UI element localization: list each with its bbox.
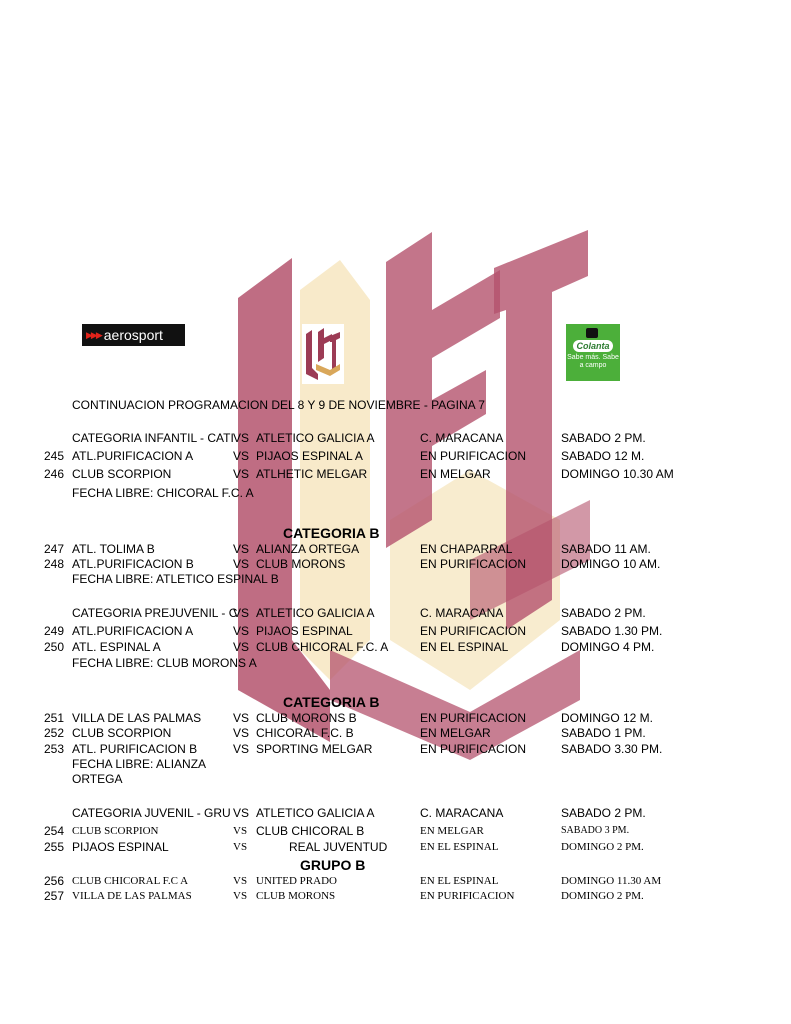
away-team: CLUB CHICORAL B [256, 824, 365, 838]
match-number: 255 [43, 840, 64, 854]
page-title: CONTINUACION PROGRAMACION DEL 8 Y 9 DE NOVIEMBRE - PAGINA 7 [72, 398, 485, 412]
home-team: ATL.PURIFICACION B [72, 557, 194, 571]
match-time: SABADO 1.30 PM. [561, 624, 663, 638]
venue: EN PURIFICACION [420, 557, 527, 571]
away-team: CLUB MORONS [256, 557, 346, 571]
away-team: ATLHETIC MELGAR [256, 467, 368, 481]
home-team: ATL. ESPINAL A [72, 640, 161, 654]
venue: EN CHAPARRAL [420, 542, 513, 556]
vs-label: VS [233, 742, 250, 756]
venue: EN PURIFICACION [420, 890, 515, 902]
category-label: CATEGORIA INFANTIL - CATI [72, 431, 234, 445]
away-team: CHICORAL F.C. B [256, 726, 354, 740]
free-date-note: FECHA LIBRE: CHICORAL F.C. A [72, 486, 254, 500]
section-heading: CATEGORIA B [283, 525, 380, 541]
away-team: CLUB MORONS B [256, 711, 357, 725]
match-number: 247 [43, 542, 64, 556]
vs-label: VS [233, 711, 250, 725]
match-time: SABADO 11 AM. [561, 542, 651, 556]
away-team: CLUB CHICORAL F.C. A [256, 640, 389, 654]
match-number: 248 [43, 557, 64, 571]
match-number: 256 [43, 874, 64, 888]
away-team: PIJAOS ESPINAL [256, 624, 353, 638]
match-number: 246 [43, 467, 64, 481]
venue: EN PURIFICACION [420, 624, 527, 638]
aerosport-logo: ▶▶▶ aerosport [82, 324, 185, 346]
free-date-note-continued: ORTEGA [72, 772, 123, 786]
vs-label: VS [233, 624, 250, 638]
venue: EN EL ESPINAL [420, 640, 509, 654]
match-time: SABADO 12 M. [561, 449, 645, 463]
away-team: ALIANZA ORTEGA [256, 542, 360, 556]
free-date-note: FECHA LIBRE: CLUB MORONS A [72, 656, 257, 670]
category-label: CATEGORIA JUVENIL - GRU [72, 806, 231, 820]
category-label: CATEGORIA PREJUVENIL - C [72, 606, 238, 620]
home-team: VILLA DE LAS PALMAS [72, 890, 192, 902]
match-number: 252 [43, 726, 64, 740]
match-number: 253 [43, 742, 64, 756]
fast-forward-icon: ▶▶▶ [86, 330, 101, 340]
home-team: ATL.PURIFICACION A [72, 449, 194, 463]
venue: EN EL ESPINAL [420, 841, 499, 853]
vs-label: VS [233, 890, 248, 902]
match-time: SABADO 2 PM. [561, 606, 646, 620]
lft-logo [302, 324, 344, 384]
match-time: SABADO 1 PM. [561, 726, 646, 740]
match-time: DOMINGO 10 AM. [561, 557, 661, 571]
colanta-logo: Colanta Sabe más. Sabe a campo [566, 324, 620, 381]
match-number: 251 [43, 711, 64, 725]
section-heading: CATEGORIA B [283, 694, 380, 710]
match-time: DOMINGO 10.30 AM [561, 467, 674, 481]
vs-label: VS [233, 606, 250, 620]
away-team: ATLETICO GALICIA A [256, 806, 375, 820]
section-heading: GRUPO B [300, 857, 366, 873]
home-team: CLUB SCORPION [72, 726, 172, 740]
free-date-note: FECHA LIBRE: ALIANZA [72, 757, 207, 771]
venue: EN EL ESPINAL [420, 875, 499, 887]
match-time: SABADO 3 PM. [561, 825, 630, 836]
vs-label: VS [233, 726, 250, 740]
match-time: DOMINGO 11.30 AM [561, 875, 662, 887]
home-team: ATL. PURIFICACION B [72, 742, 198, 756]
vs-label: VS [233, 875, 248, 887]
venue: EN PURIFICACION [420, 711, 527, 725]
vs-label: VS [233, 557, 250, 571]
match-time: DOMINGO 2 PM. [561, 890, 644, 902]
vs-label: VS [233, 467, 250, 481]
vs-label: VS [233, 449, 250, 463]
vs-label: VS [233, 542, 250, 556]
home-team: VILLA DE LAS PALMAS [72, 711, 202, 725]
away-team: PIJAOS ESPINAL A [256, 449, 363, 463]
venue: C. MARACANA [420, 606, 504, 620]
match-number: 245 [43, 449, 64, 463]
away-team: CLUB MORONS [256, 890, 336, 902]
match-time: SABADO 2 PM. [561, 806, 646, 820]
venue: EN PURIFICACION [420, 742, 527, 756]
away-team: REAL JUVENTUD [289, 840, 388, 854]
match-time: SABADO 3.30 PM. [561, 742, 663, 756]
match-time: DOMINGO 2 PM. [561, 841, 644, 853]
home-team: ATL.PURIFICACION A [72, 624, 194, 638]
venue: C. MARACANA [420, 806, 504, 820]
venue: C. MARACANA [420, 431, 504, 445]
vs-label: VS [233, 841, 248, 853]
vs-label: VS [233, 640, 250, 654]
vs-label: VS [233, 806, 250, 820]
away-team: ATLETICO GALICIA A [256, 431, 375, 445]
match-number: 249 [43, 624, 64, 638]
home-team: ATL. TOLIMA B [72, 542, 155, 556]
home-team: CLUB SCORPION [72, 467, 172, 481]
vs-label: VS [233, 431, 250, 445]
home-team: CLUB CHICORAL F.C A [72, 875, 189, 887]
home-team: CLUB SCORPION [72, 825, 159, 837]
vs-label: VS [233, 825, 248, 837]
venue: EN MELGAR [420, 726, 491, 740]
home-team: PIJAOS ESPINAL [72, 840, 169, 854]
away-team: ATLETICO GALICIA A [256, 606, 375, 620]
cow-icon [586, 328, 598, 338]
match-number: 250 [43, 640, 64, 654]
match-number: 254 [43, 824, 64, 838]
venue: EN MELGAR [420, 825, 484, 837]
venue: EN PURIFICACION [420, 449, 527, 463]
match-time: DOMINGO 12 M. [561, 711, 654, 725]
free-date-note: FECHA LIBRE: ATLETICO ESPINAL B [72, 572, 279, 586]
match-time: SABADO 2 PM. [561, 431, 646, 445]
away-team: UNITED PRADO [256, 875, 337, 887]
venue: EN MELGAR [420, 467, 491, 481]
match-time: DOMINGO 4 PM. [561, 640, 655, 654]
match-number: 257 [43, 889, 64, 903]
away-team: SPORTING MELGAR [256, 742, 373, 756]
